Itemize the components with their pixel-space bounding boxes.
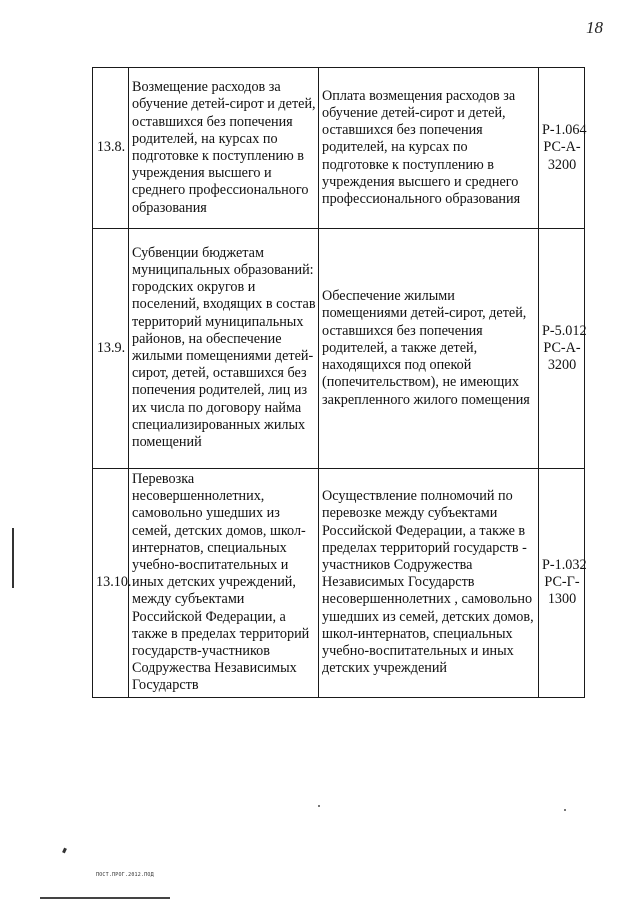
table-row bbox=[93, 229, 585, 469]
expense-description-cell: Оплата возмещения расходов за обучение детей-сирот и детей, оставшихся без попечения родителей, на курсах по подготовке к поступлению в учреждения высшего и среднего профессионального образования bbox=[319, 68, 539, 229]
footer-underline bbox=[40, 897, 170, 899]
row-number-cell: 13.10. bbox=[93, 469, 129, 698]
scan-artifact-dot bbox=[62, 848, 67, 854]
page-number: 18 bbox=[586, 18, 603, 37]
classification-code-cell bbox=[539, 469, 585, 698]
row-number-cell: 13.9. bbox=[93, 229, 129, 469]
expense-name-cell: Перевозка несовершеннолетних, самовольно ушедших из семей, детских домов, школ-интернатов, специальных учебно-воспитательных и иных детских учреждений, между субъектами Российской Федерации, а также в пределах территорий государств-участников Содружества Независимых Государств bbox=[129, 469, 319, 698]
expense-name-cell: Возмещение расходов за обучение детей-сирот и детей, оставшихся без попечения родителей, на курсах по подготовке к поступлению в учреждения высшего и среднего профессионального образования bbox=[129, 68, 319, 229]
scan-speck bbox=[564, 809, 566, 811]
expense-description-cell: Обеспечение жилыми помещениями детей-сирот, детей, оставшихся без попечения родителей, а также детей, находящихся под опекой (попечительством), не имеющих закрепленного жилого помещения bbox=[319, 229, 539, 469]
table-row bbox=[93, 469, 585, 698]
classification-code: Р-5.012 РС-А- 3200 bbox=[542, 322, 587, 374]
expense-name-cell: Субвенции бюджетам муниципальных образований: городских округов и поселений, входящих в состав территорий муниципальных районов, на обеспечение жилыми помещениями детей-сирот, детей, оставшихся без попечения родителей, лиц из их числа по договору найма специализированных жилых помещений bbox=[129, 229, 319, 469]
footer-file-code: ПОСТ.ПРОГ.2012.ПОД bbox=[96, 872, 154, 878]
expense-description-cell: Осуществление полномочий по перевозке между субъектами Российской Федерации, а также в пределах территорий государств - участников Содружества Независимых Государств несовершеннолетних , самовольно ушедших из семей, детских домов, школ-интернатов, специальных учебно-воспитательных и иных детских учреждений bbox=[319, 469, 539, 698]
classification-code: Р-1.032 РС-Г- 1300 bbox=[542, 557, 587, 608]
scan-speck bbox=[318, 805, 320, 807]
budget-table bbox=[92, 67, 585, 698]
scan-artifact-mark bbox=[12, 528, 14, 588]
table-row bbox=[93, 68, 585, 229]
classification-code: Р-1.064 РС-А- 3200 bbox=[542, 122, 587, 173]
classification-code-cell bbox=[539, 229, 585, 469]
classification-code-cell bbox=[539, 68, 585, 229]
row-number-cell: 13.8. bbox=[93, 68, 129, 229]
